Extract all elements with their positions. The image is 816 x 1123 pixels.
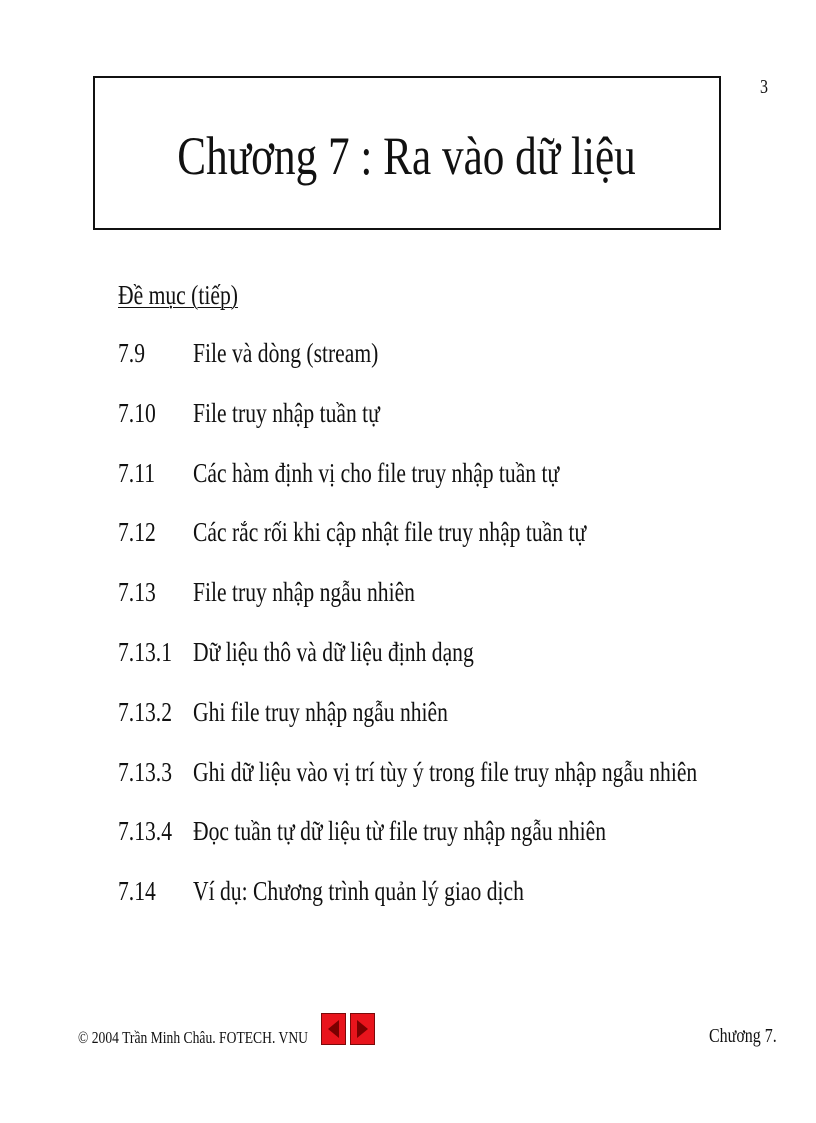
toc-number: 7.11 [118,457,155,488]
toc-number: 7.13 [118,577,156,608]
title-box [93,76,721,230]
triangle-left-icon [326,1019,341,1039]
toc-number: 7.10 [118,397,156,428]
toc-text: Ghi dữ liệu vào vị trí tùy ý trong file truy nhập ngẫu nhiên [193,756,698,787]
toc-number: 7.13.2 [118,696,172,727]
triangle-right-icon [355,1019,370,1039]
toc-number: 7.9 [118,338,145,368]
toc-number: 7.14 [118,876,156,907]
footer-copyright: © 2004 Trần Minh Châu. FOTECH. VNU [78,1028,308,1047]
toc-text: Đọc tuần tự dữ liệu từ file truy nhập ngẫu nhiên [193,816,607,847]
toc-number: 7.12 [118,517,156,548]
toc-text: File truy nhập tuần tự [193,397,380,428]
toc-text: Các hàm định vị cho file truy nhập tuần tự [193,457,560,488]
toc-text: Dữ liệu thô và dữ liệu định dạng [193,636,474,667]
toc-text: Ví dụ: Chương trình quản lý giao dịch [193,876,524,907]
section-heading: Đề mục (tiếp) [118,280,238,310]
page-title: Chương 7 : Ra vào dữ liệu [177,126,637,186]
toc-number: 7.13.1 [118,636,172,667]
toc-text: File và dòng (stream) [193,338,379,368]
next-slide-button[interactable] [350,1013,375,1045]
toc-text: File truy nhập ngẫu nhiên [193,577,415,608]
toc-text: Các rắc rối khi cập nhật file truy nhập tuần tự [193,517,587,548]
page-number: 3 [760,76,768,98]
footer-chapter: Chương 7. [709,1025,777,1047]
previous-slide-button[interactable] [321,1013,346,1045]
slide-navigation [321,1013,375,1045]
toc-text: Ghi file truy nhập ngẫu nhiên [193,696,448,727]
toc-number: 7.13.4 [118,816,172,847]
toc-number: 7.13.3 [118,756,172,787]
